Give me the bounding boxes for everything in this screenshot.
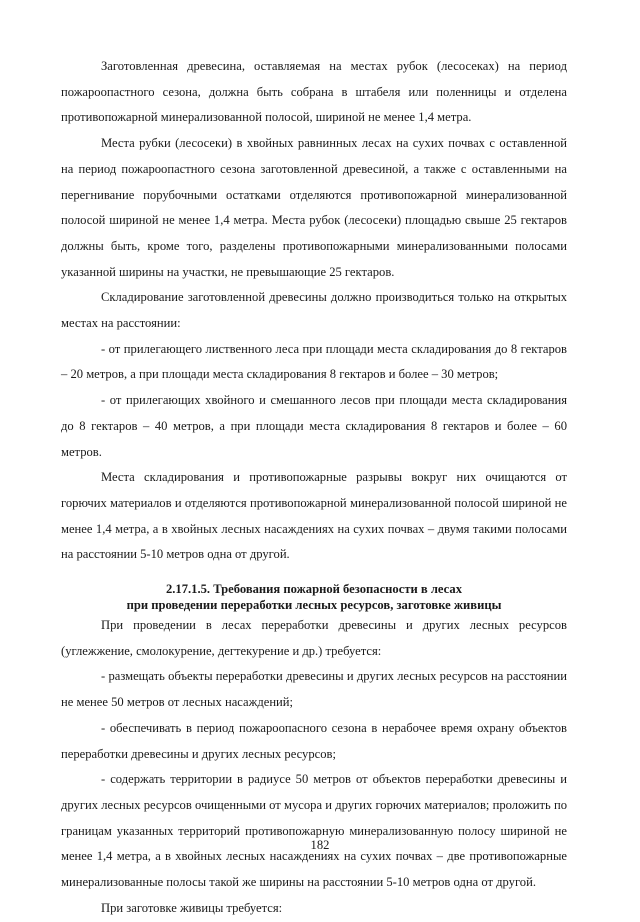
- paragraph: Места складирования и противопожарные разрывы вокруг них очищаются от горючих материалов и отделяются противопожарной минерализованной полосой шириной не менее 1,4 метра, а в хвойных лесных насаждениях на сухих почвах – двумя такими полосами на расстоянии 5-10 метров одна от другой.: [61, 470, 567, 562]
- page-number: 182: [310, 838, 330, 852]
- paragraph: - содержать территории в радиусе 50 метров от объектов переработки древесины и других лесных ресурсов очищенными от мусора и других горючих материалов; проложить по границам указанных территорий противопожарную минерализованную полосу шириной не менее 1,4 метра, а в хвойных лесных насаждениях на сухих почвах – две противопожарные минерализованные полосы такой же ширины на расстоянии 5-10 метров одна от другой.: [61, 772, 567, 890]
- body-text: [61, 54, 567, 922]
- paragraph: При заготовке живицы требуется:: [101, 900, 283, 915]
- paragraph: - размещать объекты переработки древесины и других лесных ресурсов на расстоянии не менее 50 метров от лесных насаждений;: [61, 669, 567, 710]
- section-heading: [61, 582, 567, 613]
- paragraph: - от прилегающих хвойного и смешанного лесов при площади места складирования до 8 гектаров – 40 метров, а при площади места складирования 8 гектаров и более – 60 метров.: [61, 393, 567, 459]
- paragraph: - обеспечивать в период пожароопасного сезона в нерабочее время охрану объектов переработки древесины и других лесных ресурсов;: [61, 720, 567, 761]
- paragraph: Складирование заготовленной древесины должно производиться только на открытых местах на расстоянии:: [61, 290, 567, 331]
- paragraph: При проведении в лесах переработки древесины и других лесных ресурсов (углежжение, смолокурение, дегтекурение и др.) требуется:: [61, 618, 567, 658]
- paragraph: - от прилегающего лиственного леса при площади места складирования до 8 гектаров – 20 метров, а при площади места складирования 8 гектаров и более – 30 метров;: [61, 341, 567, 382]
- paragraph: Заготовленная древесина, оставляемая на местах рубок (лесосеках) на период пожароопастного сезона, должна быть собрана в штабеля или поленницы и отделена противопожарной минерализованной полосой, шириной не менее 1,4 метра.: [61, 59, 567, 125]
- section-heading-line2: при проведении переработки лесных ресурсов, заготовке живицы: [126, 597, 502, 612]
- paragraph: Места рубки (лесосеки) в хвойных равнинных лесах на сухих почвах с оставленной на период пожароопастного сезона заготовленной древесиной, а также с оставленными на перегнивание порубочными остатками отделяются противопожарной минерализованной полосой шириной не менее 1,4 метра. Места рубок (лесосеки) площадью свыше 25 гектаров должны быть, кроме того, разделены противопожарными минерализованными полосами указанной ширины на участки, не превышающие 25 гектаров.: [61, 136, 567, 279]
- section-heading-line1: 2.17.1.5. Требования пожарной безопасности в лесах: [165, 582, 463, 597]
